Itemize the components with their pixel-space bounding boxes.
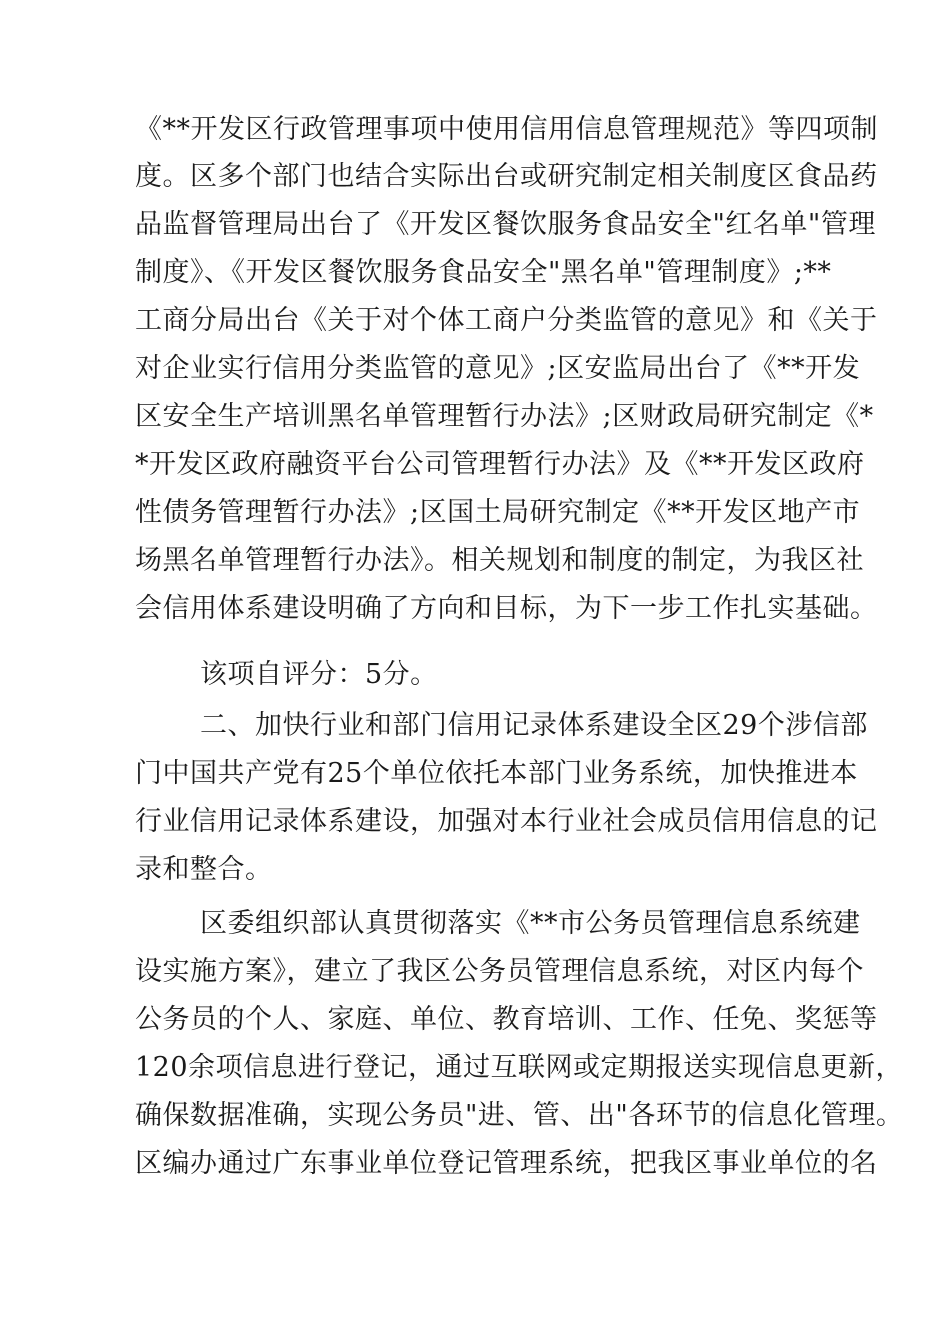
text-line: 《**开发区行政管理事项中使用信用信息管理规范》等四项制: [135, 114, 878, 145]
self-score-line: 该项自评分：5分。: [200, 659, 438, 690]
text-line: 设实施方案》，建立了我区公务员管理信息系统，对区内每个: [135, 956, 864, 987]
text-line: 工商分局出台《关于对个体工商户分类监管的意见》和《关于: [135, 305, 878, 336]
text-line: 对企业实行信用分类监管的意见》;区安监局出台了《**开发: [135, 353, 861, 384]
paragraph-start: 区委组织部认真贯彻落实《**市公务员管理信息系统建: [200, 908, 861, 939]
text-line: 120余项信息进行登记，通过互联网或定期报送实现信息更新，: [135, 1052, 904, 1083]
text-line: 会信用体系建设明确了方向和目标，为下一步工作扎实基础。: [135, 593, 878, 624]
text-line: 行业信用记录体系建设，加强对本行业社会成员信用信息的记: [135, 806, 878, 837]
text-line: 品监督管理局出台了《开发区餐饮服务食品安全"红名单"管理: [135, 209, 876, 240]
text-line: 确保数据准确，实现公务员"进、管、出"各环节的信息化管理。: [135, 1100, 904, 1131]
text-line: 公务员的个人、家庭、单位、教育培训、工作、任免、奖惩等: [135, 1004, 878, 1035]
text-line: 区安全生产培训黑名单管理暂行办法》;区财政局研究制定《*: [135, 401, 874, 432]
text-line: 性债务管理暂行办法》;区国土局研究制定《**开发区地产市: [135, 497, 861, 528]
text-line: 区编办通过广东事业单位登记管理系统，把我区事业单位的名: [135, 1148, 878, 1179]
text-line: *开发区政府融资平台公司管理暂行办法》及《**开发区政府: [135, 449, 865, 480]
text-line: 度。区多个部门也结合实际出台或研究制定相关制度区食品药: [135, 161, 878, 192]
section-heading: 二、加快行业和部门信用记录体系建设全区29个涉信部: [200, 710, 868, 741]
text-line: 场黑名单管理暂行办法》。相关规划和制度的制定，为我区社: [135, 545, 864, 576]
text-line: 录和整合。: [135, 854, 273, 885]
text-line: 制度》、《开发区餐饮服务食品安全"黑名单"管理制度》;**: [135, 257, 832, 288]
text-line: 门中国共产党有25个单位依托本部门业务系统，加快推进本: [135, 758, 858, 789]
